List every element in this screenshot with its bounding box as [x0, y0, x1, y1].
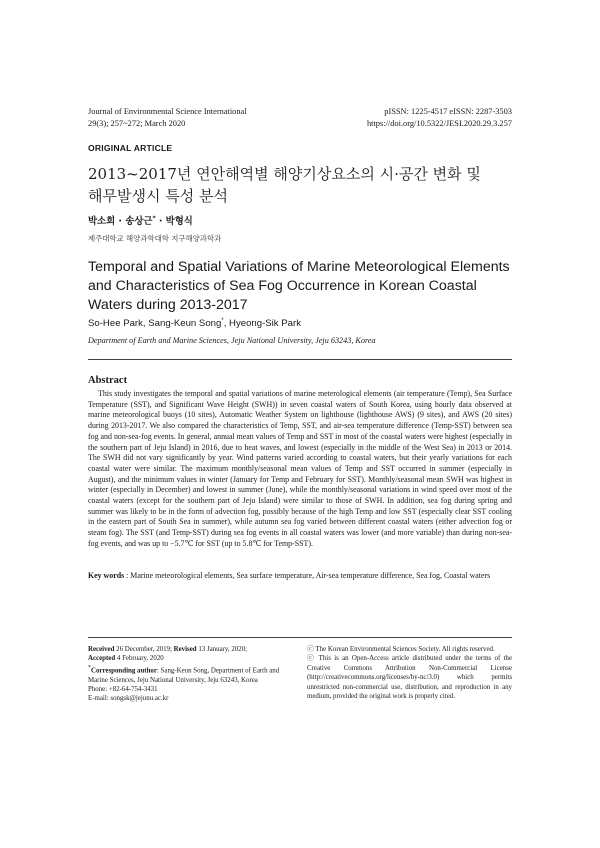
divider-top	[88, 359, 512, 360]
korean-author-2: 송상근	[125, 216, 153, 227]
received-date: 26 December, 2019;	[114, 646, 174, 653]
corresponding-label: Corresponding author	[91, 667, 157, 675]
footnote-license	[307, 645, 512, 701]
author-separator: ·	[115, 216, 126, 227]
corresponding-author	[88, 664, 288, 685]
english-author-names-2: , Hyeong-Sik Park	[223, 318, 301, 330]
journal-header-right	[367, 106, 512, 130]
revised-label: Revised	[173, 646, 197, 653]
english-affiliation: Department of Earth and Marine Sciences, Jeju National University, Jeju 63243, Korea	[88, 336, 376, 345]
english-authors	[88, 318, 301, 329]
abstract-heading: Abstract	[88, 375, 128, 386]
corresponding-mark: *	[88, 664, 91, 671]
journal-volume: 29(3); 257~272; March 2020	[88, 119, 186, 128]
footnote-dates	[88, 645, 288, 704]
corresponding-mark: *	[152, 214, 156, 222]
english-title-line1: Temporal and Spatial Variations of Marine Meteorological Elements	[88, 259, 510, 275]
doi-link[interactable]: https://doi.org/10.5322/JESI.2020.29.3.257	[366, 119, 512, 128]
english-title-line2: and Characteristics of Sea Fog Occurrence in Korean Coastal	[88, 278, 477, 294]
korean-title-line2: 해무발생시 특성 분석	[88, 187, 228, 205]
accepted-label: Accepted	[88, 655, 116, 663]
corresponding-mark: *	[221, 318, 224, 324]
phone: Phone: +82-64-754-3431	[88, 685, 158, 693]
dates-line2	[88, 654, 288, 663]
article-type: ORIGINAL ARTICLE	[88, 143, 173, 153]
accepted-date: 4 February, 2020	[115, 655, 164, 663]
divider-bottom	[88, 637, 512, 638]
corresponding-text: : Sang-Keun Song, Department of Earth and Marine Sciences, Jeju National University, Jeju 63243, Korea	[88, 667, 280, 684]
journal-name: Journal of Environmental Science International	[88, 107, 247, 116]
korean-title-line1: 2013~2017년 연안해역별 해양기상요소의 시·공간 변화 및	[88, 165, 481, 183]
korean-author-1: 박소희	[88, 216, 116, 227]
author-separator: ·	[155, 216, 166, 227]
keywords-text: : Marine meteorological elements, Sea surface temperature, Air-sea temperature difference, Sea fog, Coastal waters	[124, 571, 491, 580]
korean-title	[88, 163, 508, 207]
english-author-names: So-Hee Park, Sang-Keun Song	[88, 318, 222, 330]
keywords	[88, 571, 512, 580]
keywords-label: Key words	[88, 571, 125, 580]
license-text: ⓒ This is an Open-Access article distributed under the terms of the Creative Commons Attribution Non-Commercial License (http://creativecommons.org/licenses/by-nc/3.0) which permits unrestricted non-commercial use, distribution, and reproduction in any medium, provided the original work is properly cited.	[307, 655, 512, 701]
copyright: ⓒ The Korean Environmental Sciences Society. All rights reserved.	[307, 646, 495, 653]
korean-affiliation: 제주대학교 해양과학대학 지구해양과학과	[88, 234, 222, 243]
received-label: Received	[88, 646, 115, 653]
email-link[interactable]: E-mail: songsk@jejunu.ac.kr	[88, 695, 169, 703]
english-title-line3: Waters during 2013-2017	[88, 297, 248, 313]
issn: pISSN: 1225-4517 eISSN: 2287-3503	[384, 107, 512, 116]
revised-date: 13 January, 2020;	[196, 646, 248, 653]
dates-line1	[88, 645, 288, 654]
korean-authors	[88, 213, 193, 227]
english-title	[88, 258, 518, 315]
abstract-body: This study investigates the temporal and spatial variations of marine meterological elements (air temperature (Temp), Sea Surface Temperature (SST), and Significant Wave Height (SWH)) in seven coastal waters of South Korea, using hourly data observed at marine meteorological buoys (10 sites), Automatic Weather System on lighthouse (lighthouse AWS) (9 sites), and AWS (20 sites) during 2013-2017. We also compared the characteristics of Temp, SST, and air-sea temperature difference (Temp-SST) between sea fog and non-sea-fog events. In general, annual mean values of Temp and SST in most of the coastal waters were highest (especially in the southern part of Jeju Island) in 2016, due to heat waves, and lowest (especially in the middle of the West Sea) in 2013 or 2014. The SWH did not vary significantly by year. Wind patterns varied according to coastal waters, but their yearly variations for each coastal water were similar. The maximum monthly/seasonal mean values of Temp and SST occurred in summer (especially in August), and the minimum values in winter (January for Temp and February for SST). Monthly/seasonal mean SWH was highest in winter (especially in December) and lowest in summer (June), while the monthly/seasonal variations in wind speed over most of the coastal waters (except for the southern part of Jeju Island) were similar to those of SWH. In addition, sea fog during spring and summer was likely to be in the form of advection fog, possibly because of the high Temp and low SST (especially clear SST cooling in the eastern part of South Sea in summer), while autumn sea fog varied between different coastal waters (either advection fog or steam fog). The SST (and Temp-SST) during sea fog events in all coastal waters was lower (and more variable) than during non-sea-fog events, and was up to −5.7℃ for SST (up to 5.8℃ for Temp-SST).	[88, 389, 512, 548]
korean-author-3: 박형식	[165, 216, 193, 227]
journal-header-left	[88, 106, 247, 130]
